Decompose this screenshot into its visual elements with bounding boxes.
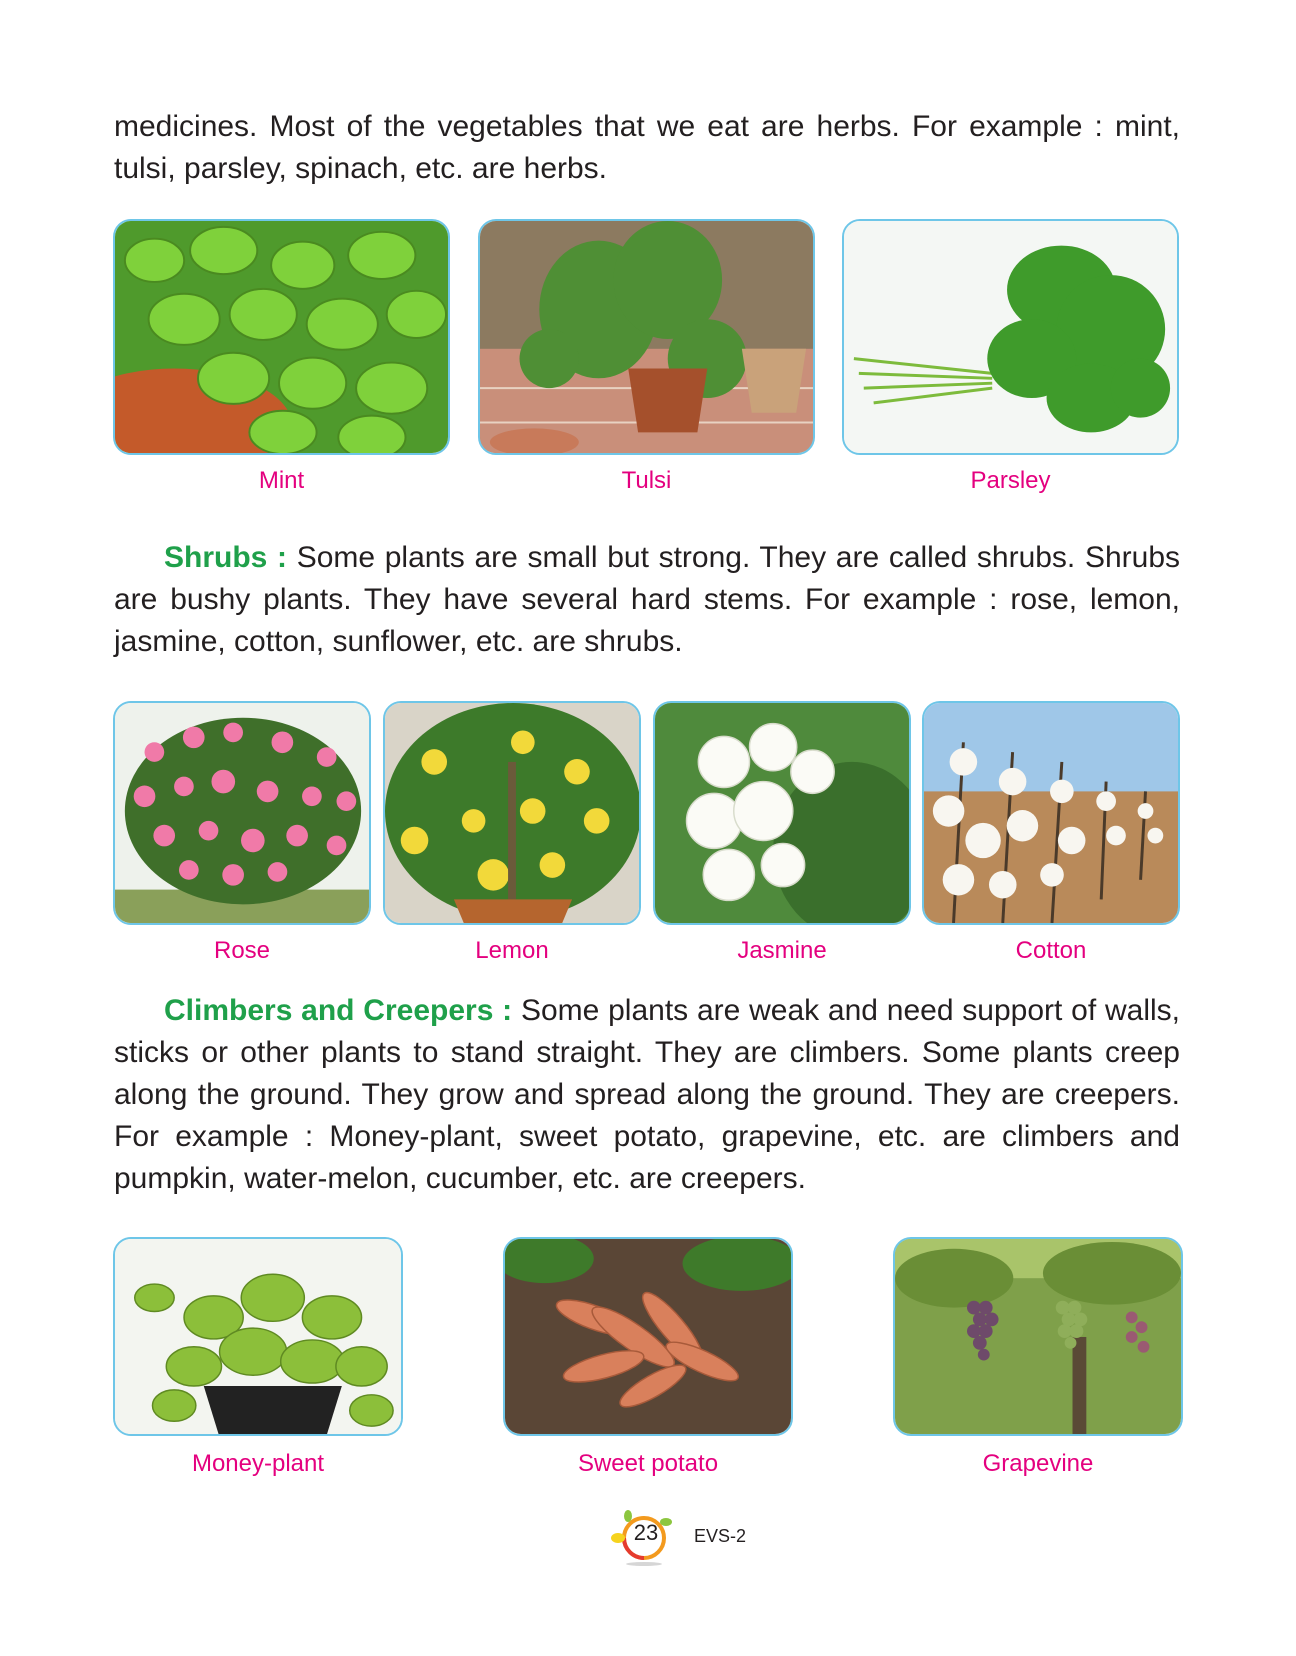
book-label: EVS-2 [694,1526,747,1546]
tulsi-caption: Tulsi [621,467,672,494]
mint-caption: Mint [258,467,305,494]
cotton-caption: Cotton [1015,937,1087,964]
sweet-potato-caption: Sweet potato [577,1450,719,1477]
parsley-caption: Parsley [970,467,1051,494]
rose-photo [113,701,371,925]
page-number: 23 [633,1520,659,1545]
climbers-text: Some plants are weak and need support of walls, sticks or other plants to stand straight. They are climbers. Some plants creep along the ground. They grow and spread along the ground. They are creepers. For example : Money-plant, sweet potato, grapevine, etc. are climbers and pumpkin, water-melon, cucumber, etc. are creepers. [114,994,1180,1195]
cotton-photo [922,701,1180,925]
grapevine-caption: Grapevine [982,1450,1094,1477]
tulsi-photo [478,219,815,455]
rose-caption: Rose [213,937,271,964]
jasmine-caption: Jasmine [737,937,827,964]
parsley-photo [842,219,1179,455]
money-plant-caption: Money-plant [191,1450,325,1477]
intro-paragraph: medicines. Most of the vegetables that we eat are herbs. For example : mint, tulsi, parsley, spinach, etc. are herbs. [114,110,1180,185]
climbers-paragraph [114,990,1180,1200]
lemon-photo [383,701,641,925]
sweet-potato-photo [503,1237,793,1436]
shrubs-heading: Shrubs : [164,541,288,574]
climbers-heading: Climbers and Creepers : [164,994,513,1027]
shrubs-paragraph [114,537,1180,663]
shrubs-text: Some plants are small but strong. They are called shrubs. Shrubs are bushy plants. They have several hard stems. For example : rose, lemon, jasmine, cotton, sunflower, etc. are shrubs. [114,541,1180,658]
jasmine-photo [653,701,911,925]
mint-photo [113,219,450,455]
grapevine-photo [893,1237,1183,1436]
lemon-caption: Lemon [475,937,549,964]
money-plant-photo [113,1237,403,1436]
